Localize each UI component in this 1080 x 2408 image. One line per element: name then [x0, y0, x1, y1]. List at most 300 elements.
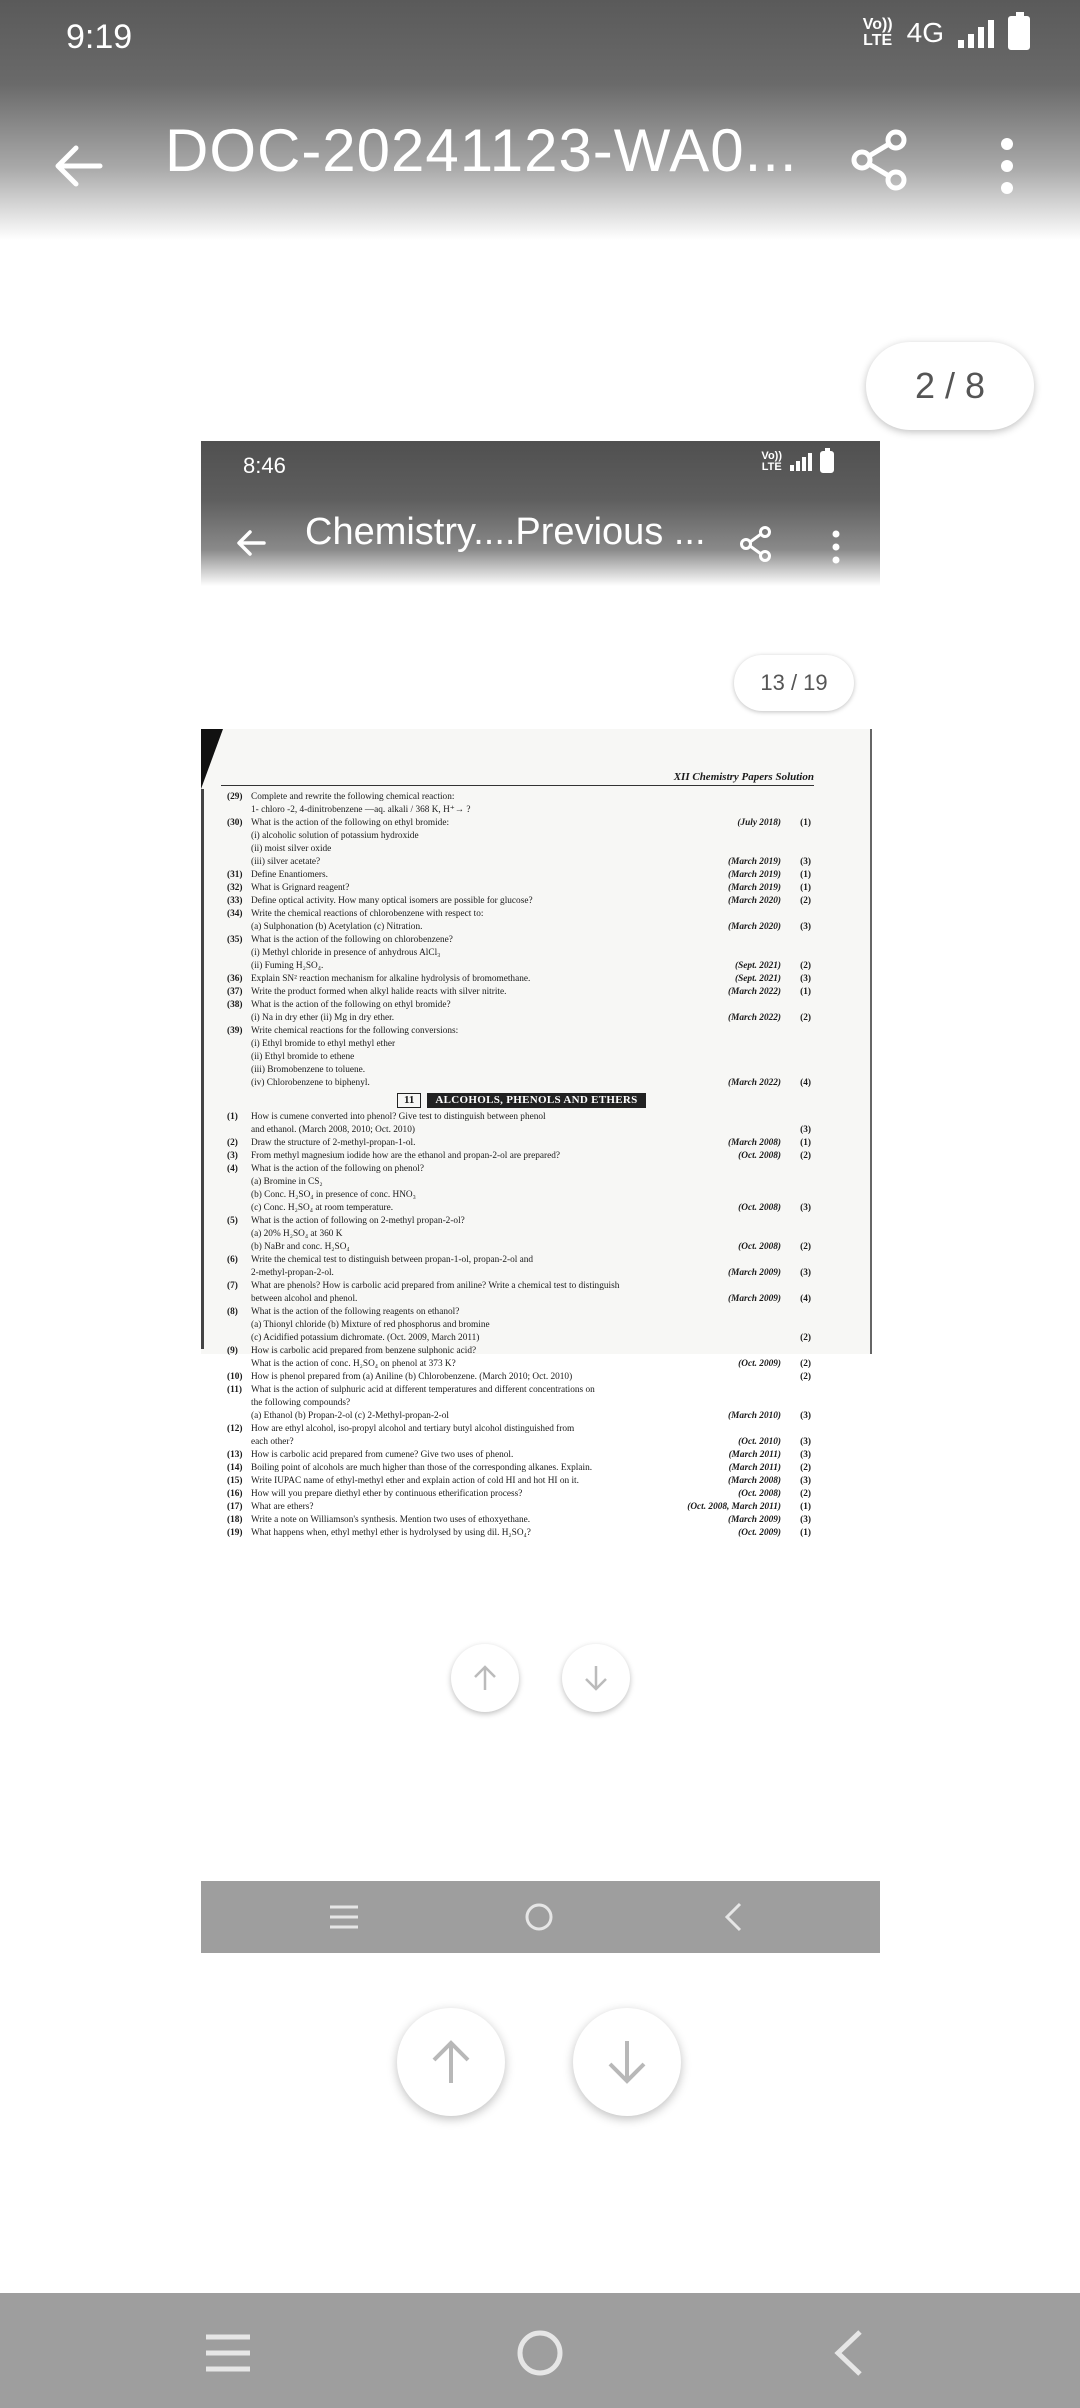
question-text: What is the action of sulphuric acid at different temperatures and different concentrations on	[251, 1385, 595, 1395]
question-line	[227, 1280, 811, 1293]
question-number: (6)	[227, 1255, 238, 1265]
exam-date	[653, 1254, 781, 1267]
page-indicator: 2 / 8	[866, 342, 1034, 430]
marks: (2)	[800, 1242, 811, 1252]
marks: (3)	[800, 1411, 811, 1421]
marks	[781, 947, 811, 960]
exam-date: (July 2018)	[737, 818, 781, 828]
more-vert-icon[interactable]	[996, 136, 1018, 196]
question-number: (11)	[227, 1385, 242, 1395]
question-text: (b) NaBr and conc. H₂SO₄	[251, 1242, 350, 1252]
arrow-down-icon	[581, 1663, 611, 1693]
question-number: (18)	[227, 1515, 243, 1525]
question-number: (7)	[227, 1281, 238, 1291]
marks	[781, 1397, 811, 1410]
question-text: (ii) moist silver oxide	[251, 844, 332, 854]
question-text: Explain SN² reaction mechanism for alkaline hydrolysis of bromomethane.	[251, 974, 531, 984]
exam-date: (March 2008)	[728, 1138, 781, 1148]
exam-date: (March 2008)	[728, 1476, 781, 1486]
marks: (1)	[800, 870, 811, 880]
exam-date	[653, 1371, 781, 1384]
question-line	[227, 1051, 811, 1064]
question-text: 1- chloro -2, 4-dinitrobenzene —aq. alkali / 368 K, H⁺→ ?	[251, 805, 471, 815]
app-header	[0, 0, 1080, 240]
exam-date: (March 2020)	[728, 896, 781, 906]
page-up-button[interactable]	[397, 2008, 505, 2116]
exam-date	[653, 908, 781, 921]
exam-date	[653, 1215, 781, 1228]
question-line	[227, 1012, 811, 1025]
question-number	[227, 1397, 251, 1410]
volte-icon: Vo)) LTE	[862, 16, 893, 49]
question-line	[227, 1228, 811, 1241]
marks: (4)	[800, 1294, 811, 1304]
question-number	[227, 947, 251, 960]
question-text: How are ethyl alcohol, iso-propyl alcohol and tertiary butyl alcohol distinguished from	[251, 1424, 575, 1434]
question-number	[227, 1436, 251, 1449]
inner-page-down-button	[562, 1644, 630, 1712]
question-number: (29)	[227, 792, 243, 802]
question-line	[227, 1319, 811, 1332]
marks: (2)	[800, 1489, 811, 1499]
question-line	[227, 843, 811, 856]
question-text: (iii) Bromobenzene to toluene.	[251, 1065, 366, 1075]
question-line	[227, 1358, 811, 1371]
exam-date: (Oct. 2008)	[738, 1151, 781, 1161]
marks	[781, 1051, 811, 1064]
marks: (1)	[800, 1138, 811, 1148]
marks: (3)	[800, 1450, 811, 1460]
question-line	[227, 999, 811, 1012]
exam-date	[653, 830, 781, 843]
exam-date: (March 2009)	[728, 1515, 781, 1525]
question-text: between alcohol and phenol.	[251, 1294, 358, 1304]
marks	[781, 1111, 811, 1124]
marks	[781, 1306, 811, 1319]
question-line	[227, 1436, 811, 1449]
exam-date: (Oct. 2008)	[738, 1489, 781, 1499]
marks	[781, 1064, 811, 1077]
marks	[781, 1228, 811, 1241]
question-text: What are ethers?	[251, 1502, 314, 1512]
marks	[781, 843, 811, 856]
exam-date	[653, 1111, 781, 1124]
scanned-page	[201, 729, 872, 1538]
question-text: Boiling point of alcohols are much higher than those of the corresponding alkanes. Explain.	[251, 1463, 593, 1473]
question-number: (12)	[227, 1424, 243, 1434]
question-line	[227, 804, 811, 817]
question-text: What are phenols? How is carbolic acid prepared from aniline? Write a chemical test to distinguish	[251, 1281, 620, 1291]
question-number	[227, 1332, 251, 1345]
inner-navigation-bar	[201, 1881, 880, 1953]
marks: (3)	[800, 1125, 811, 1135]
exam-date	[653, 1397, 781, 1410]
marks	[781, 934, 811, 947]
question-number: (10)	[227, 1372, 243, 1382]
question-text: Draw the structure of 2-methyl-propan-1-ol.	[251, 1138, 416, 1148]
question-number: (31)	[227, 870, 243, 880]
exam-date: (March 2011)	[728, 1450, 781, 1460]
inner-battery-icon	[820, 451, 834, 473]
question-number: (9)	[227, 1346, 238, 1356]
marks: (2)	[800, 1372, 811, 1382]
marks: (3)	[800, 974, 811, 984]
question-number: (8)	[227, 1307, 238, 1317]
document-page-image	[201, 441, 880, 1953]
back-arrow-icon[interactable]	[52, 140, 104, 192]
question-text: How is carbolic acid prepared from cumene? Give two uses of phenol.	[251, 1450, 514, 1460]
marks	[781, 1254, 811, 1267]
question-line	[227, 1025, 811, 1038]
question-line	[227, 1038, 811, 1051]
exam-date: (Oct. 2010)	[738, 1437, 781, 1447]
marks: (3)	[800, 1268, 811, 1278]
system-navigation-bar	[0, 2293, 1080, 2408]
exam-date	[653, 1332, 781, 1345]
question-number: (16)	[227, 1489, 243, 1499]
question-number	[227, 1358, 251, 1371]
question-line	[227, 1475, 811, 1488]
marks: (2)	[800, 961, 811, 971]
inner-nav-back-icon	[723, 1901, 743, 1933]
marks	[781, 1163, 811, 1176]
marks	[781, 1189, 811, 1202]
inner-app-header	[201, 441, 880, 586]
inner-share-icon	[739, 525, 773, 563]
marks: (2)	[800, 1151, 811, 1161]
marks: (3)	[800, 1515, 811, 1525]
question-number: (3)	[227, 1151, 238, 1161]
exam-date: (March 2011)	[728, 1463, 781, 1473]
exam-date: (March 2019)	[728, 857, 781, 867]
exam-date	[653, 1189, 781, 1202]
question-line	[227, 869, 811, 882]
exam-date	[653, 1280, 781, 1293]
exam-date	[653, 1423, 781, 1436]
question-line	[227, 1449, 811, 1462]
question-number	[227, 843, 251, 856]
marks: (2)	[800, 1359, 811, 1369]
marks	[781, 830, 811, 843]
question-number	[227, 1012, 251, 1025]
question-text: Define optical activity. How many optical isomers are possible for glucose?	[251, 896, 533, 906]
exam-date: (March 2009)	[728, 1268, 781, 1278]
exam-date: (March 2020)	[728, 922, 781, 932]
question-line	[227, 973, 811, 986]
marks	[781, 1025, 811, 1038]
question-number	[227, 960, 251, 973]
question-text: (i) Na in dry ether (ii) Mg in dry ether.	[251, 1013, 395, 1023]
chapter-number: 11	[397, 1093, 421, 1108]
question-line	[227, 1267, 811, 1280]
question-number	[227, 1189, 251, 1202]
question-line	[227, 1254, 811, 1267]
question-number	[227, 856, 251, 869]
inner-status-icons	[761, 451, 834, 473]
arrow-up-icon	[426, 2037, 476, 2087]
marks: (1)	[800, 987, 811, 997]
question-line	[227, 908, 811, 921]
marks: (2)	[800, 1333, 811, 1343]
scan-shadow	[201, 729, 223, 789]
question-line	[227, 1306, 811, 1319]
exam-date: (Oct. 2009)	[738, 1359, 781, 1369]
marks: (1)	[800, 1502, 811, 1512]
question-line	[227, 1163, 811, 1176]
question-text: 2-methyl-propan-2-ol.	[251, 1268, 334, 1278]
marks	[781, 908, 811, 921]
marks: (2)	[800, 1013, 811, 1023]
marks: (2)	[800, 896, 811, 906]
header-rule	[221, 785, 814, 786]
nav-back-icon[interactable]	[830, 2328, 864, 2378]
question-number: (35)	[227, 935, 243, 945]
marks: (3)	[800, 1203, 811, 1213]
question-text: What is the action of the following on phenol?	[251, 1164, 424, 1174]
scan-edge	[201, 789, 204, 1349]
chapter-title: ALCOHOLS, PHENOLS AND ETHERS	[427, 1093, 645, 1108]
question-text: Write the product formed when alkyl halide reacts with silver nitrite.	[251, 987, 507, 997]
question-text: How is cumene converted into phenol? Give test to distinguish between phenol	[251, 1112, 546, 1122]
question-text: (b) Conc. H₂SO₄ in presence of conc. HNO₃	[251, 1190, 416, 1200]
question-line	[227, 1501, 811, 1514]
question-number: (13)	[227, 1450, 243, 1460]
exam-date	[653, 1025, 781, 1038]
question-line	[227, 1202, 811, 1215]
battery-icon	[1008, 16, 1030, 50]
question-number: (33)	[227, 896, 243, 906]
question-number	[227, 1293, 251, 1306]
question-number: (15)	[227, 1476, 243, 1486]
question-text: How will you prepare diethyl ether by continuous etherification process?	[251, 1489, 523, 1499]
question-text: Complete and rewrite the following chemical reaction:	[251, 792, 455, 802]
question-text: What is the action of the following on ethyl bromide?	[251, 1000, 451, 1010]
marks: (1)	[800, 818, 811, 828]
inner-page-up-button	[451, 1644, 519, 1712]
marks: (3)	[800, 857, 811, 867]
question-text: each other?	[251, 1437, 294, 1447]
marks	[781, 1280, 811, 1293]
exam-date: (March 2019)	[728, 883, 781, 893]
question-text: From methyl magnesium iodide how are the ethanol and propan-2-ol are prepared?	[251, 1151, 561, 1161]
question-line	[227, 791, 811, 804]
question-text: What is the action of following on 2-methyl propan-2-ol?	[251, 1216, 465, 1226]
marks: (3)	[800, 1476, 811, 1486]
inner-document-title: Chemistry....Previous ...	[305, 511, 706, 553]
question-number: (34)	[227, 909, 243, 919]
question-number	[227, 830, 251, 843]
inner-more-vert-icon	[830, 529, 842, 565]
question-line	[227, 1241, 811, 1254]
question-text: (i) Methyl chloride in presence of anhydrous AlCl₃	[251, 948, 441, 958]
arrow-down-icon	[602, 2037, 652, 2087]
question-text: Write chemical reactions for the following conversions:	[251, 1026, 459, 1036]
question-line	[227, 1488, 811, 1501]
inner-status-time: 8:46	[243, 453, 286, 478]
question-text: Write IUPAC name of ethyl-methyl ether and explain action of cold HI and hot HI on it.	[251, 1476, 579, 1486]
question-line	[227, 1111, 811, 1124]
question-line	[227, 1527, 811, 1540]
question-number: (2)	[227, 1138, 238, 1148]
exam-date	[653, 1319, 781, 1332]
question-number	[227, 1124, 251, 1137]
question-text: (c) Acidified potassium dichromate. (Oct. 2009, March 2011)	[251, 1333, 480, 1343]
question-number	[227, 1077, 251, 1090]
marks	[781, 1215, 811, 1228]
marks	[781, 1345, 811, 1358]
question-number: (5)	[227, 1216, 238, 1226]
question-number	[227, 1051, 251, 1064]
question-line	[227, 934, 811, 947]
marks	[781, 999, 811, 1012]
marks: (2)	[800, 1463, 811, 1473]
exam-date: (Oct. 2008)	[738, 1242, 781, 1252]
exam-date	[653, 1038, 781, 1051]
exam-date	[653, 1228, 781, 1241]
question-number: (4)	[227, 1164, 238, 1174]
signal-icon	[958, 18, 994, 48]
question-line	[227, 947, 811, 960]
marks	[781, 804, 811, 817]
question-text: (a) Sulphonation (b) Acetylation (c) Nitration.	[251, 922, 423, 932]
question-text: (ii) Fuming H₂SO₄.	[251, 961, 324, 971]
exam-date: (Oct. 2008)	[738, 1203, 781, 1213]
share-icon[interactable]	[850, 128, 910, 192]
question-line	[227, 921, 811, 934]
question-number	[227, 1038, 251, 1051]
question-line	[227, 1514, 811, 1527]
question-text: (i) Ethyl bromide to ethyl methyl ether	[251, 1039, 396, 1049]
exam-date: (March 2019)	[728, 870, 781, 880]
question-line	[227, 856, 811, 869]
exam-date	[653, 947, 781, 960]
question-line	[227, 1293, 811, 1306]
exam-date	[653, 804, 781, 817]
marks	[781, 1423, 811, 1436]
question-text: (iii) silver acetate?	[251, 857, 321, 867]
exam-date: (Sept. 2021)	[735, 961, 781, 971]
exam-date	[653, 1176, 781, 1189]
question-text: Write the chemical test to distinguish between propan-1-ol, propan-2-ol and	[251, 1255, 534, 1265]
question-line	[227, 1397, 811, 1410]
question-text: (iv) Chlorobenzene to biphenyl.	[251, 1078, 370, 1088]
exam-date	[653, 999, 781, 1012]
exam-date: (March 2022)	[728, 987, 781, 997]
exam-date	[653, 1345, 781, 1358]
question-line	[227, 895, 811, 908]
question-line	[227, 882, 811, 895]
question-text: and ethanol. (March 2008, 2010; Oct. 2010)	[251, 1125, 415, 1135]
home-icon[interactable]	[515, 2328, 565, 2378]
exam-date	[653, 1163, 781, 1176]
question-text: the following compounds?	[251, 1398, 351, 1408]
exam-date	[653, 934, 781, 947]
exam-date: (Oct. 2008, March 2011)	[687, 1502, 781, 1512]
marks: (3)	[800, 922, 811, 932]
exam-date	[653, 1306, 781, 1319]
question-number: (30)	[227, 818, 243, 828]
question-number: (36)	[227, 974, 243, 984]
marks: (1)	[800, 883, 811, 893]
recents-icon[interactable]	[204, 2333, 252, 2373]
question-text: What is the action of the following reagents on ethanol?	[251, 1307, 460, 1317]
question-line	[227, 817, 811, 830]
question-text: How is phenol prepared from (a) Aniline (b) Chlorobenzene. (March 2010; Oct. 2010)	[251, 1372, 573, 1382]
question-line	[227, 1077, 811, 1090]
inner-signal-icon	[790, 453, 812, 471]
question-number	[227, 804, 251, 817]
question-number	[227, 1241, 251, 1254]
exam-date	[653, 791, 781, 804]
status-icons	[863, 16, 1030, 50]
question-line	[227, 1410, 811, 1423]
question-text: Write a note on Williamson's synthesis. Mention two uses of ethoxyethane.	[251, 1515, 531, 1525]
question-line	[227, 1150, 811, 1163]
question-number	[227, 1319, 251, 1332]
question-text: Define Enantiomers.	[251, 870, 328, 880]
question-text: (a) Thionyl chloride (b) Mixture of red phosphorus and bromine	[251, 1320, 490, 1330]
question-text: How is carbolic acid prepared from benzene sulphonic acid?	[251, 1346, 477, 1356]
exam-date: (March 2022)	[728, 1013, 781, 1023]
question-line	[227, 1423, 811, 1436]
inner-recents-icon	[329, 1903, 359, 1931]
chapter-11-questions	[227, 1111, 811, 1540]
question-line	[227, 1371, 811, 1384]
question-text: (i) alcoholic solution of potassium hydroxide	[251, 831, 419, 841]
arrow-up-icon	[470, 1663, 500, 1693]
chapter-10-questions	[227, 791, 811, 1090]
question-text: What is the action of conc. H₂SO₄ on phenol at 373 K?	[251, 1359, 456, 1369]
marks	[781, 1176, 811, 1189]
question-line	[227, 1462, 811, 1475]
document-title: DOC-20241123-WA0...	[165, 117, 798, 184]
page-down-button[interactable]	[573, 2008, 681, 2116]
question-line	[227, 1345, 811, 1358]
question-text: What is Grignard reagent?	[251, 883, 350, 893]
question-line	[227, 1189, 811, 1202]
question-line	[227, 1332, 811, 1345]
question-number: (39)	[227, 1026, 243, 1036]
question-text: What is the action of the following on ethyl bromide:	[251, 818, 450, 828]
marks	[781, 1384, 811, 1397]
marks	[781, 791, 811, 804]
marks: (3)	[800, 1437, 811, 1447]
inner-home-icon	[523, 1901, 555, 1933]
question-line	[227, 1176, 811, 1189]
marks: (1)	[800, 1528, 811, 1538]
question-line	[227, 1064, 811, 1077]
question-number	[227, 921, 251, 934]
question-line	[227, 1124, 811, 1137]
question-number	[227, 1064, 251, 1077]
question-text: (c) Conc. H₂SO₄ at room temperature.	[251, 1203, 394, 1213]
question-text: (a) Bromine in CS₂	[251, 1177, 323, 1187]
question-number: (32)	[227, 883, 243, 893]
question-text: What happens when, ethyl methyl ether is hydrolysed by using dil. H₂SO₄?	[251, 1528, 531, 1538]
exam-date: (Oct. 2009)	[738, 1528, 781, 1538]
question-text: What is the action of the following on chlorobenzene?	[251, 935, 453, 945]
question-number	[227, 1228, 251, 1241]
exam-date	[653, 1384, 781, 1397]
marks	[781, 1038, 811, 1051]
exam-date: (March 2010)	[728, 1411, 781, 1421]
exam-date	[653, 1124, 781, 1137]
question-number: (14)	[227, 1463, 243, 1473]
question-number	[227, 1267, 251, 1280]
page-header: XII Chemistry Papers Solution	[673, 771, 814, 783]
status-time: 9:19	[66, 18, 133, 56]
exam-date	[653, 1051, 781, 1064]
